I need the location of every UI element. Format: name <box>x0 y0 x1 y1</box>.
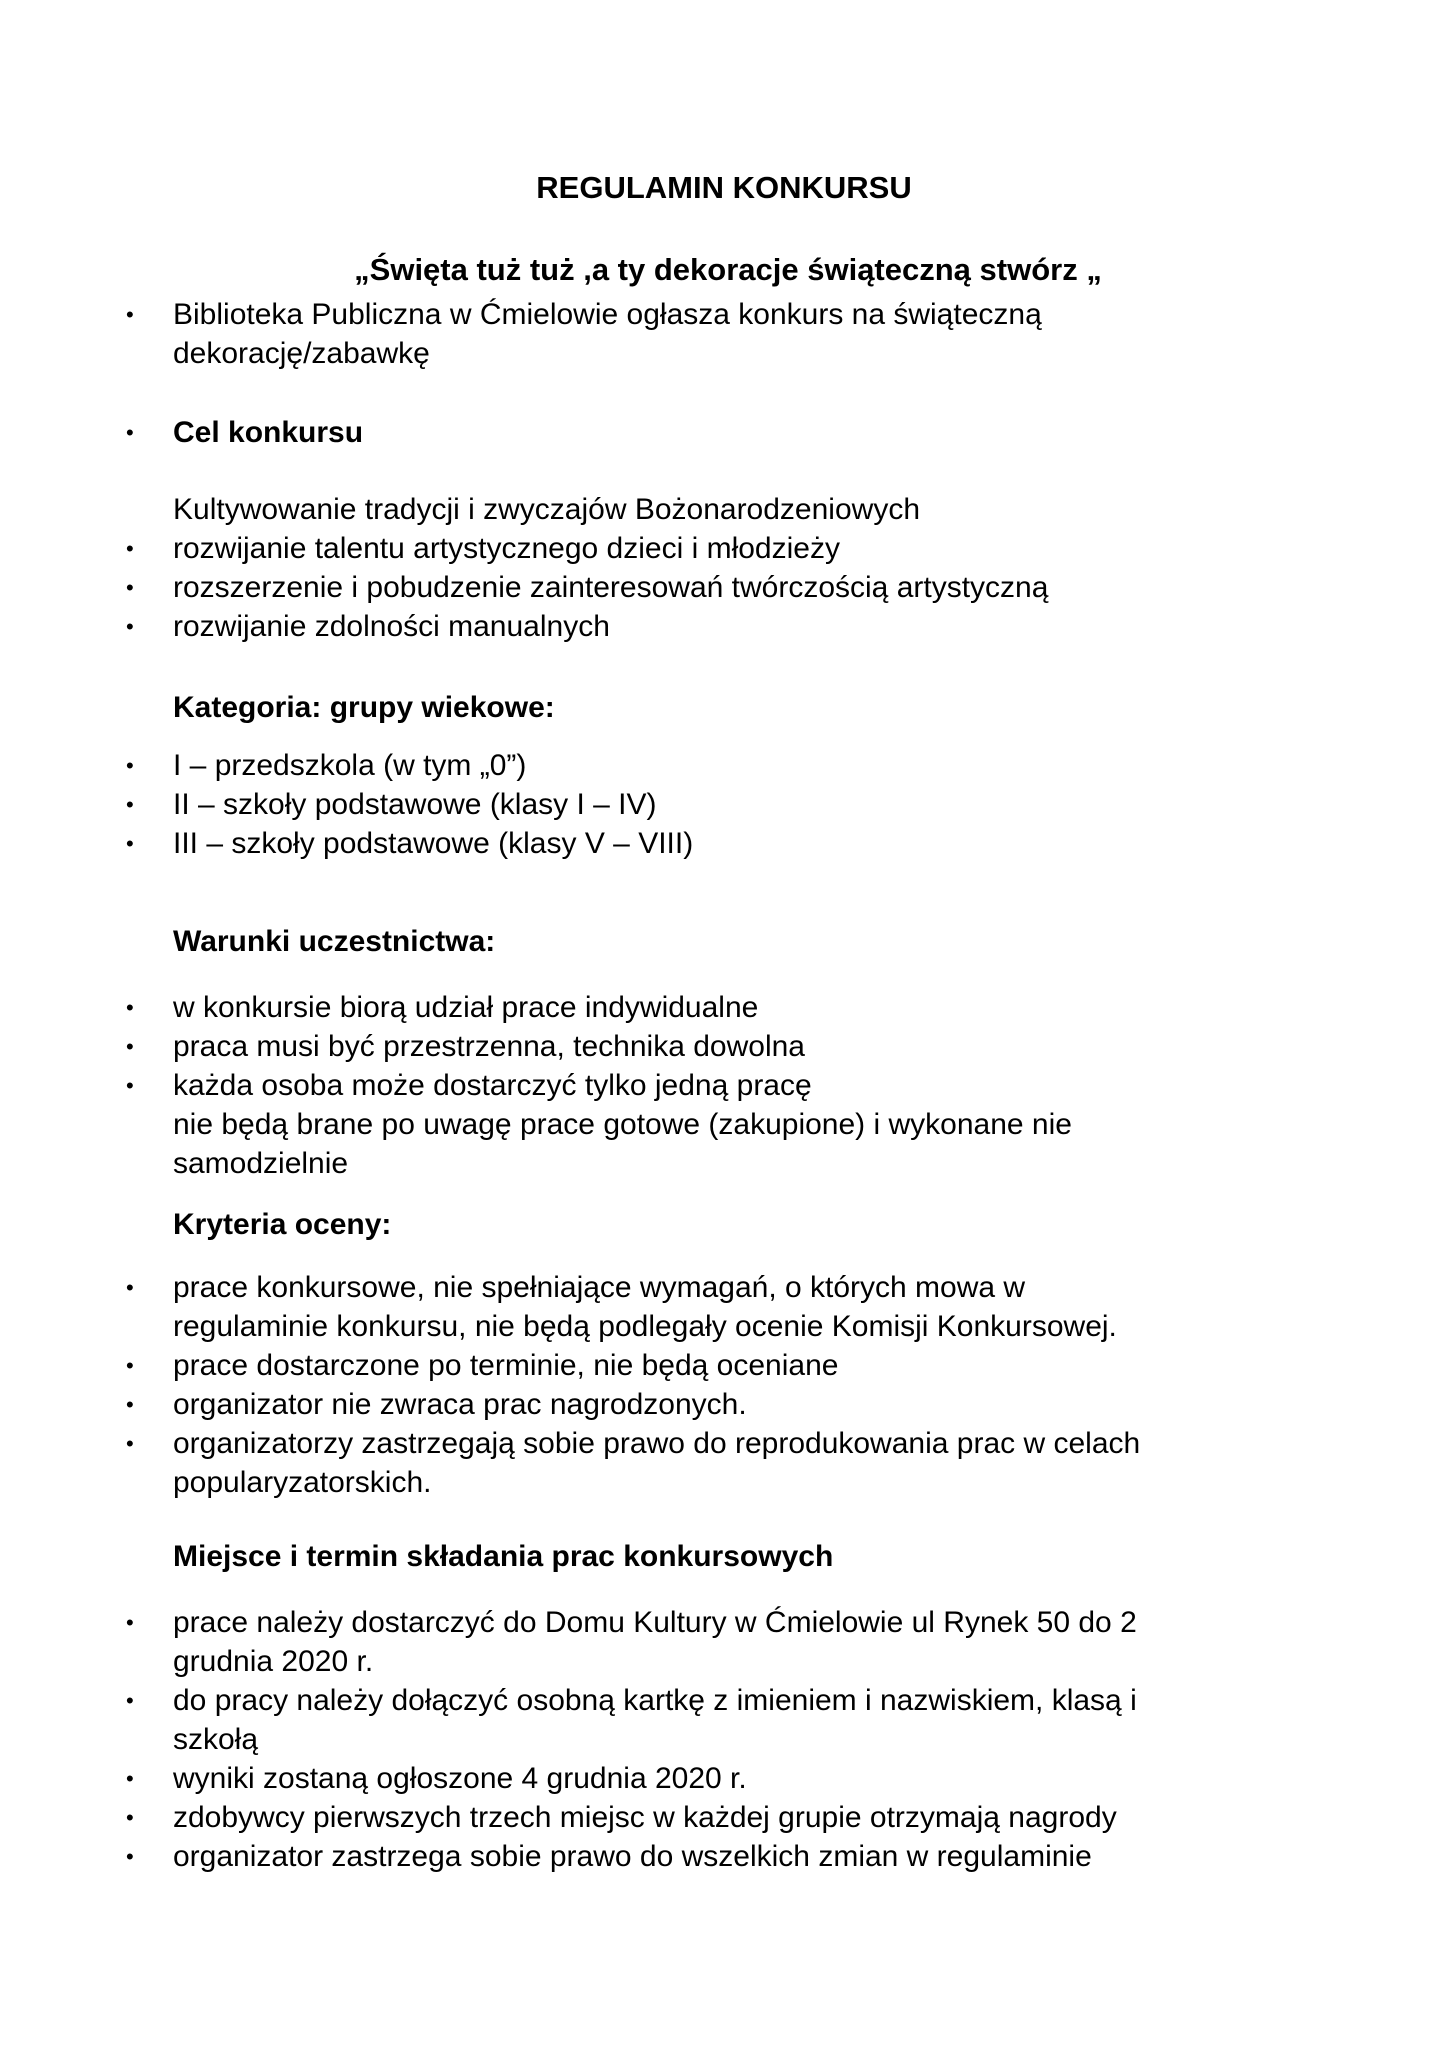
document-title: REGULAMIN KONKURSU <box>536 170 912 205</box>
list-item-continuation: szkołą <box>173 1723 259 1756</box>
warunki-extra-line: samodzielnie <box>173 1147 349 1180</box>
list-item-continuation: popularyzatorskich. <box>173 1466 432 1499</box>
intro-line: dekorację/zabawkę <box>173 337 430 370</box>
list-item: prace konkursowe, nie spełniające wymagań, o których mowa w <box>173 1271 1026 1304</box>
document-subtitle: „Święta tuż tuż ,a ty dekoracje świąteczną stwórz „ <box>354 252 1102 287</box>
intro-line: Biblioteka Publiczna w Ćmielowie ogłasza konkurs na świąteczną <box>173 298 1042 331</box>
bullet-icon: • <box>126 753 134 778</box>
list-item: prace należy dostarczyć do Domu Kultury w Ćmielowie ul Rynek 50 do 2 <box>173 1606 1137 1639</box>
bullet-icon: • <box>126 575 134 600</box>
cel-lead: Kultywowanie tradycji i zwyczajów Bożonarodzeniowych <box>173 493 920 526</box>
list-item: praca musi być przestrzenna, technika dowolna <box>173 1030 805 1063</box>
list-item: III – szkoły podstawowe (klasy V – VIII) <box>173 827 694 860</box>
list-item: w konkursie biorą udział prace indywidualne <box>173 991 759 1024</box>
bullet-icon: • <box>126 1392 134 1417</box>
list-item: organizatorzy zastrzegają sobie prawo do reprodukowania prac w celach <box>173 1427 1141 1460</box>
list-item: rozwijanie zdolności manualnych <box>173 610 610 643</box>
list-item: każda osoba może dostarczyć tylko jedną pracę <box>173 1069 812 1102</box>
section-heading-kryteria: Kryteria oceny: <box>173 1208 392 1241</box>
bullet-icon: • <box>126 614 134 639</box>
bullet-icon: • <box>126 1073 134 1098</box>
list-item: II – szkoły podstawowe (klasy I – IV) <box>173 788 657 821</box>
list-item: prace dostarczone po terminie, nie będą oceniane <box>173 1349 839 1382</box>
bullet-icon: • <box>126 1431 134 1456</box>
bullet-icon: • <box>126 792 134 817</box>
list-item: organizator zastrzega sobie prawo do wszelkich zmian w regulaminie <box>173 1840 1092 1873</box>
list-item: I – przedszkola (w tym „0”) <box>173 749 527 782</box>
warunki-extra-line: nie będą brane po uwagę prace gotowe (zakupione) i wykonane nie <box>173 1108 1072 1141</box>
list-item: rozszerzenie i pobudzenie zainteresowań twórczością artystyczną <box>173 571 1049 604</box>
bullet-icon: • <box>126 1353 134 1378</box>
bullet-icon: • <box>126 302 134 327</box>
list-item-continuation: grudnia 2020 r. <box>173 1645 374 1678</box>
list-item: do pracy należy dołączyć osobną kartkę z imieniem i nazwiskiem, klasą i <box>173 1684 1137 1717</box>
bullet-icon: • <box>126 1805 134 1830</box>
section-heading-cel: Cel konkursu <box>173 416 364 449</box>
bullet-icon: • <box>126 831 134 856</box>
bullet-icon: • <box>126 420 134 445</box>
list-item: organizator nie zwraca prac nagrodzonych. <box>173 1388 747 1421</box>
section-heading-warunki: Warunki uczestnictwa: <box>173 925 496 958</box>
bullet-icon: • <box>126 1766 134 1791</box>
bullet-icon: • <box>126 1034 134 1059</box>
list-item: rozwijanie talentu artystycznego dzieci i młodzieży <box>173 532 840 565</box>
bullet-icon: • <box>126 1688 134 1713</box>
section-heading-kategoria: Kategoria: grupy wiekowe: <box>173 691 555 724</box>
list-item: wyniki zostaną ogłoszone 4 grudnia 2020 r. <box>173 1762 747 1795</box>
bullet-icon: • <box>126 1844 134 1869</box>
bullet-icon: • <box>126 1275 134 1300</box>
list-item-continuation: regulaminie konkursu, nie będą podlegały ocenie Komisji Konkursowej. <box>173 1310 1117 1343</box>
bullet-icon: • <box>126 1610 134 1635</box>
bullet-icon: • <box>126 995 134 1020</box>
list-item: zdobywcy pierwszych trzech miejsc w każdej grupie otrzymają nagrody <box>173 1801 1117 1834</box>
section-heading-miejsce: Miejsce i termin składania prac konkursowych <box>173 1540 834 1573</box>
bullet-icon: • <box>126 536 134 561</box>
